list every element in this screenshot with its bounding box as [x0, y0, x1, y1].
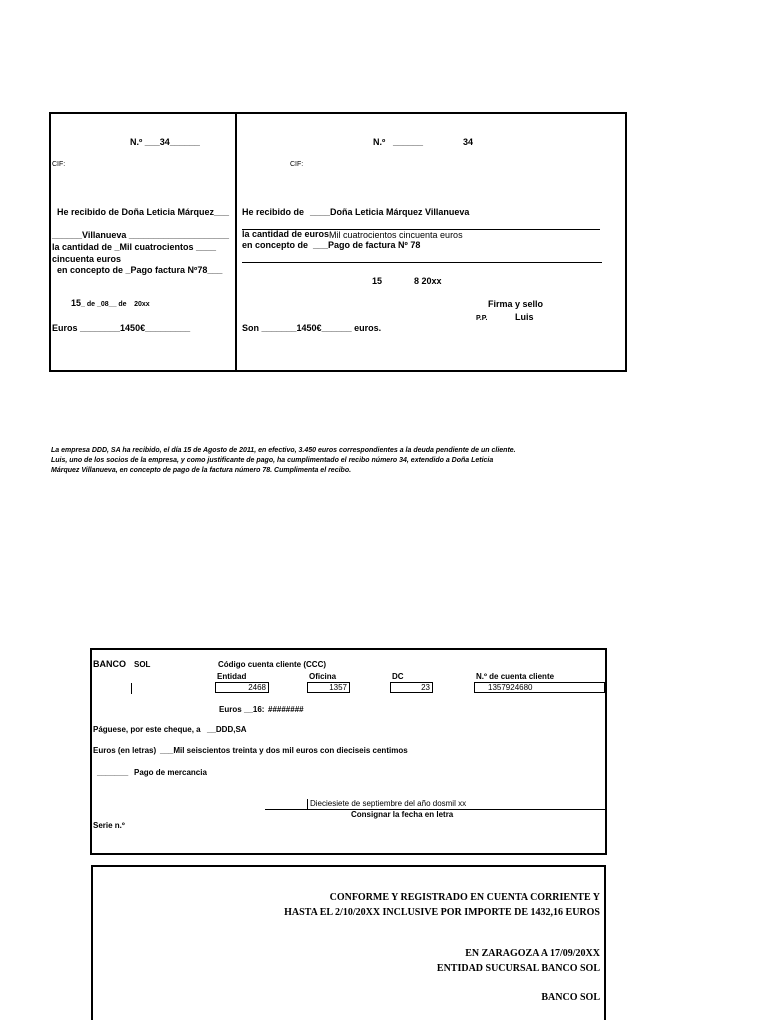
concept-underline: [242, 262, 602, 263]
words-label: Euros (en letras): [93, 746, 157, 755]
receipt-date-month-year: 8 20xx: [414, 276, 442, 286]
euros-hash: ########: [268, 705, 304, 714]
euros-label: Euros: [219, 705, 242, 714]
text-cursor: [131, 683, 132, 694]
amount-label: la cantidad de euros: [242, 229, 330, 239]
receipt-number-label: N.º: [373, 137, 386, 147]
exercise-statement: La empresa DDD, SA ha recibido, el día 15 de Agosto de 2011, en efectivo, 3.450 euros correspondientes a la deuda pendiente de un cliente. Luis, uno de los socios de la empresa, y como justificante de pago, ha cumplimentado el recibo número 34, extendido a Doña Leticia Márquez Villanueva, en concepto de pago de la factura número 78. Cumplimenta el recibo.: [51, 447, 516, 474]
date-caption: Consignar la fecha en letra: [351, 810, 454, 819]
words-value: ___Mil seiscientos treinta y dos mil euros con dieciseis centimos: [160, 746, 408, 755]
receipt-divider: [235, 113, 237, 371]
receipt-cif: CIF:: [290, 161, 304, 168]
stub-date-month: 08: [100, 301, 109, 308]
dc-label: DC: [392, 672, 404, 681]
stub-cif: CIF:: [52, 161, 66, 168]
bank-name: SOL: [134, 660, 151, 669]
stub-date-sep2: __ de: [108, 301, 127, 308]
pay-to-label: Páguese, por este cheque, a: [93, 725, 201, 734]
account-value: 1357924680: [488, 683, 533, 692]
conforme-line3: EN ZARAGOZA A 17/09/20XX: [465, 948, 600, 959]
conforme-box: [91, 865, 606, 1020]
dc-value: 23: [421, 683, 430, 692]
stub-date-year: 20xx: [134, 301, 150, 308]
stub-date-day: 15: [71, 298, 82, 308]
date-cursor: [307, 799, 308, 809]
pay-to-value: __DDD,SA: [207, 725, 247, 734]
conforme-line5: BANCO SOL: [541, 992, 600, 1003]
receipt-date-day: 15: [372, 276, 383, 286]
stub-received-from: He recibido de Doña Leticia Márquez___: [57, 207, 230, 217]
stub-date: [71, 298, 150, 308]
receipt-number-value: 34: [463, 137, 474, 147]
entidad-value: 2468: [248, 683, 266, 692]
ccc-label: Código cuenta cliente (CCC): [218, 660, 327, 669]
euros-value: __16:: [244, 705, 265, 714]
pp-name: Luis: [515, 312, 534, 322]
signature-label: Firma y sello: [488, 299, 544, 309]
conforme-line2: HASTA EL 2/10/20XX INCLUSIVE POR IMPORTE DE 1432,16 EUROS: [284, 907, 600, 918]
received-from-label: He recibido de: [242, 207, 305, 217]
concept-value: ___Pago de factura Nº 78: [313, 240, 421, 250]
oficina-value: 1357: [329, 683, 347, 692]
entidad-label: Entidad: [217, 672, 247, 681]
bank-label: BANCO: [93, 659, 126, 669]
stub-euros: Euros ________1450€_________: [52, 323, 191, 333]
stub-amount-line1: la cantidad de _Mil cuatrocientos ____: [52, 242, 217, 252]
stub-amount-line2: cincuenta euros: [52, 254, 122, 264]
stub-number: N.º ___34______: [130, 137, 200, 147]
amount-value: Mil cuatrocientos cincuenta euros: [329, 230, 463, 240]
cheque-concept: Pago de mercancia: [134, 768, 207, 777]
stub-villanueva: ______Villanueva ____________________: [52, 230, 229, 240]
son-amount: Son _______1450€______ euros.: [242, 323, 382, 333]
concept-label: en concepto de: [242, 240, 309, 250]
receipt-number-blank: ______: [393, 137, 424, 147]
serie-label: Serie n.º: [93, 821, 125, 830]
date-in-words: Dieciesiete de septiembre del año dosmil xx: [310, 799, 467, 808]
account-label: N.º de cuenta cliente: [476, 672, 555, 681]
conforme-line1: CONFORME Y REGISTRADO EN CUENTA CORRIENTE Y: [329, 892, 600, 903]
stub-concept: en concepto de _Pago factura Nº78___: [57, 265, 223, 275]
oficina-label: Oficina: [309, 672, 337, 681]
pp-label: P.P.: [476, 315, 488, 322]
conforme-line4: ENTIDAD SUCURSAL BANCO SOL: [436, 963, 600, 974]
concept-blank: _______: [97, 768, 129, 777]
received-from-value: ____Doña Leticia Márquez Villanueva: [310, 207, 470, 217]
stub-date-sep1: _ de _: [81, 301, 101, 308]
